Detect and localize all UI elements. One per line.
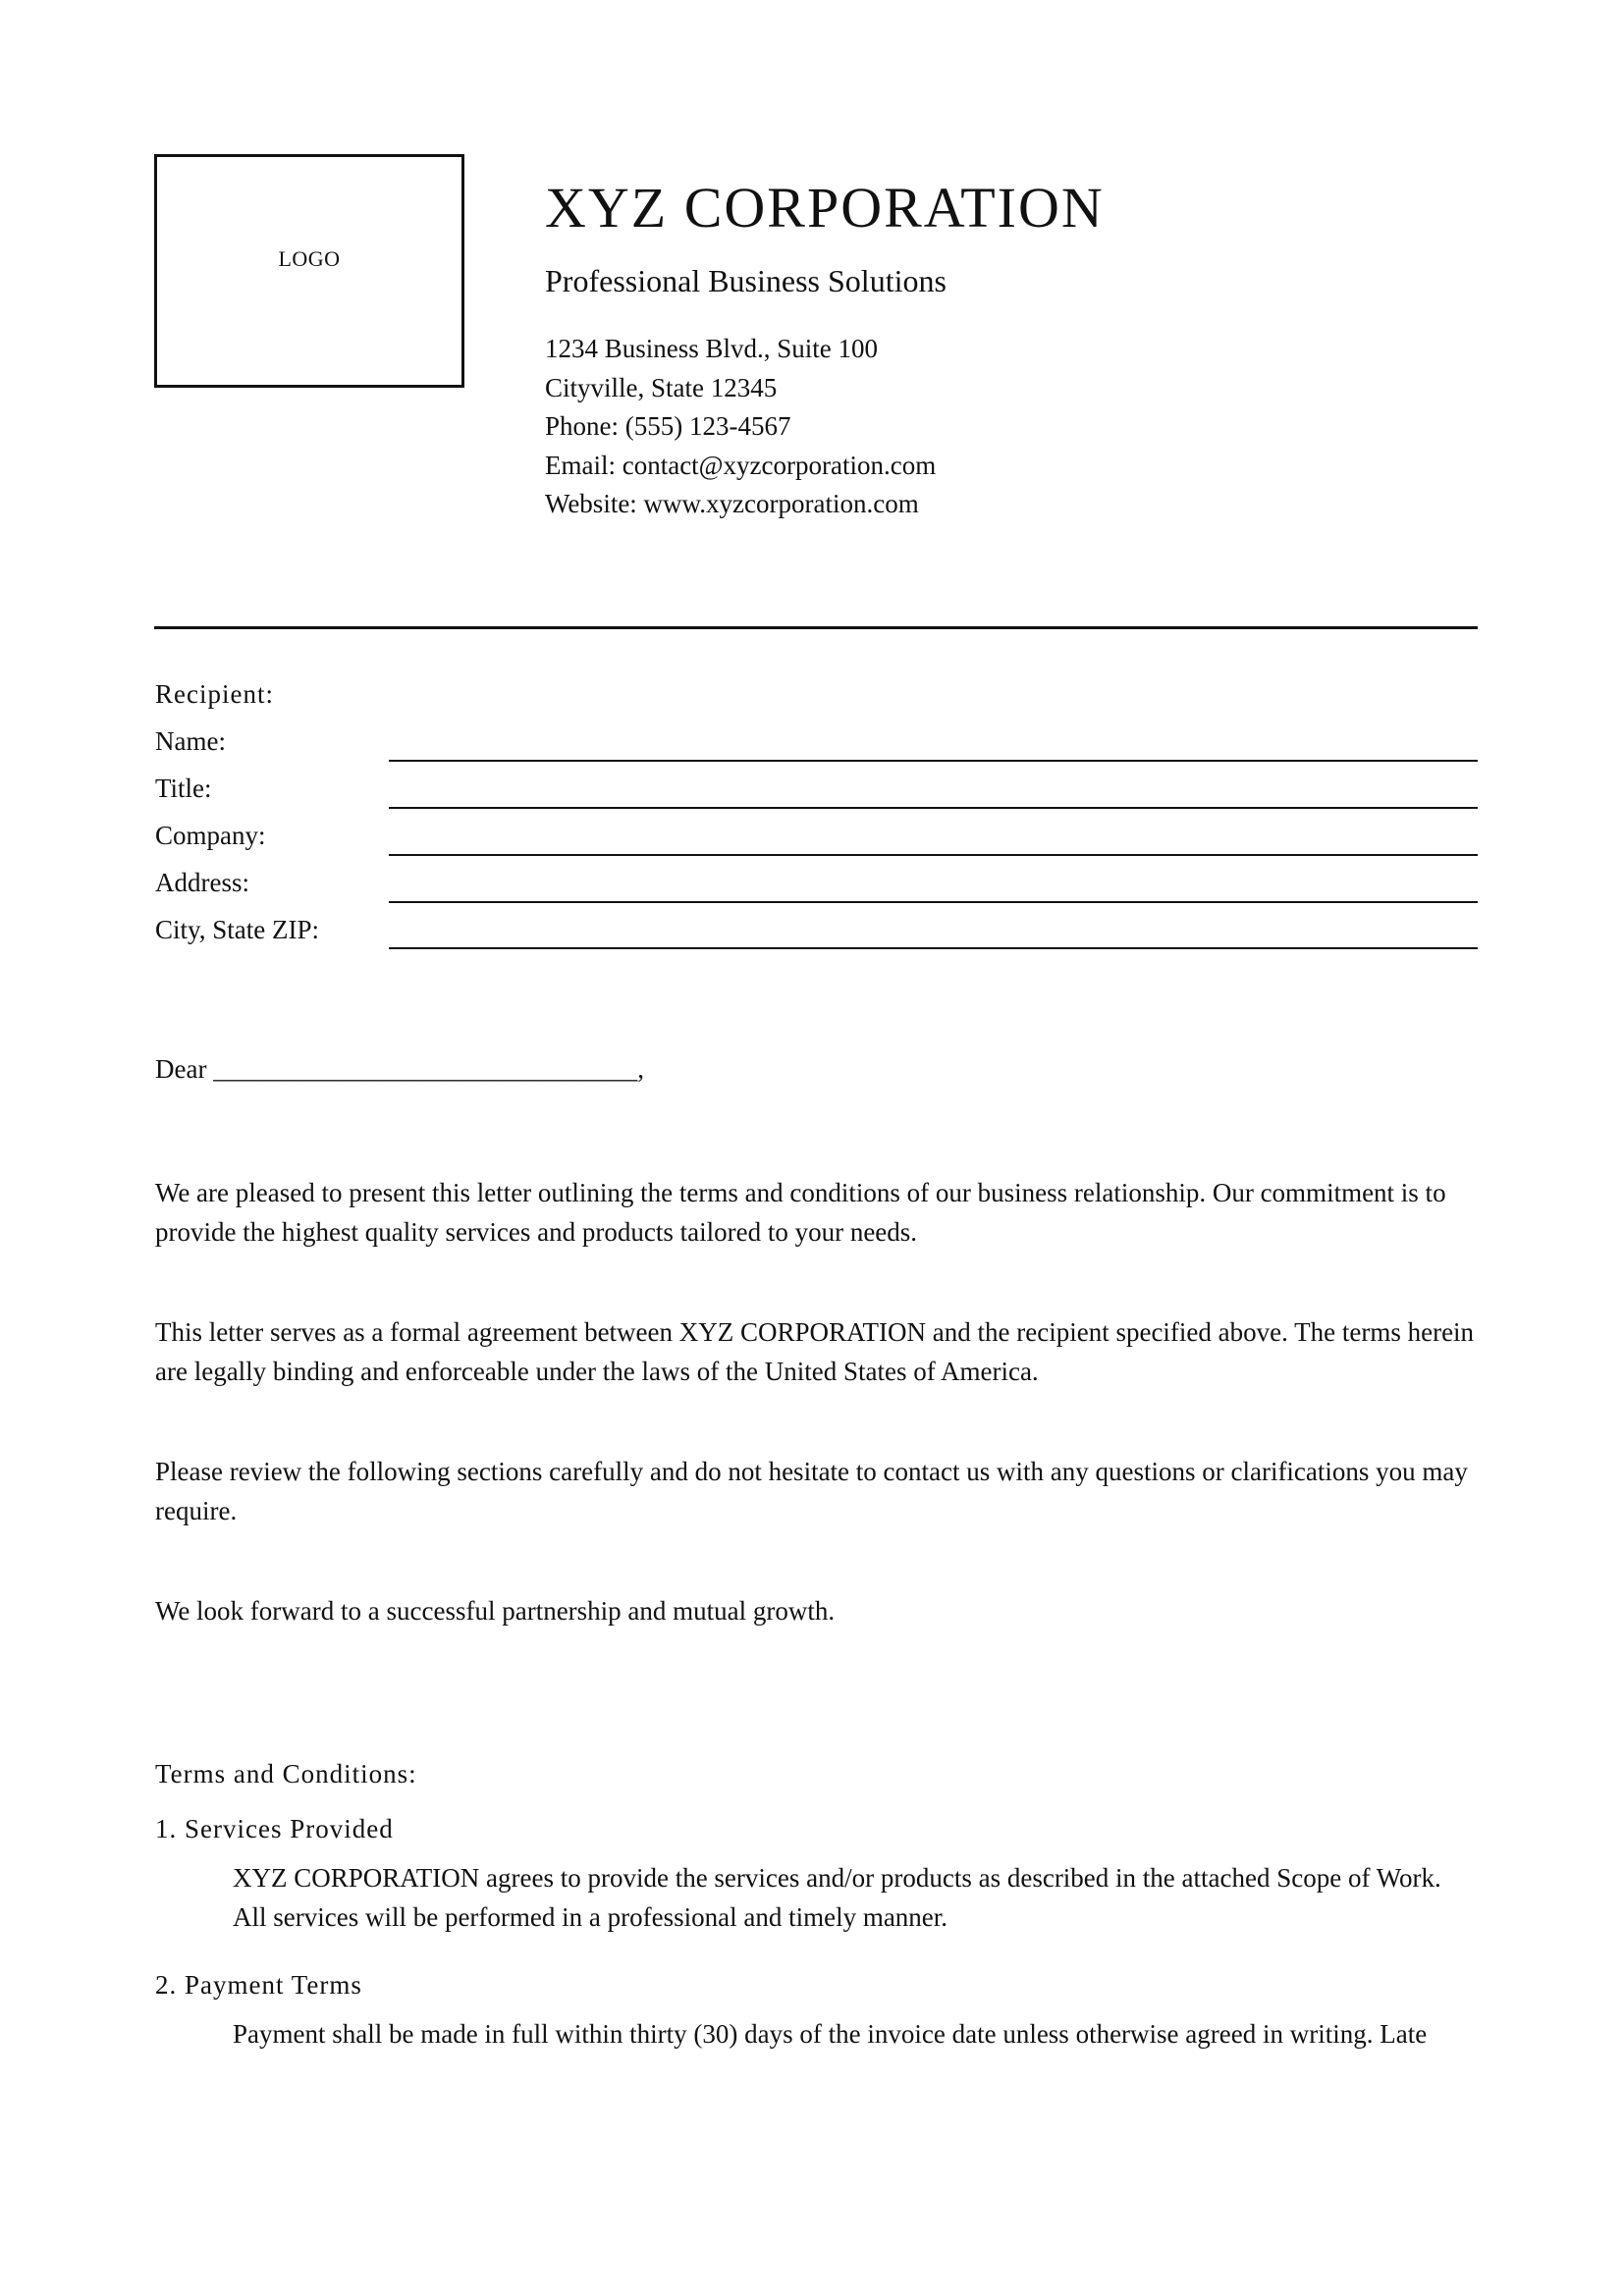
body-paragraph-2: This letter serves as a formal agreement between XYZ CORPORATION and the recipient specified above. The terms herein are legally binding and enforceable under the laws of the United States of America. — [155, 1317, 1475, 1386]
recipient-heading: Recipient: — [155, 679, 274, 709]
logo-label: LOGO — [278, 246, 341, 271]
recipient-name-line — [389, 760, 1478, 762]
term-1-body: XYZ CORPORATION agrees to provide the services and/or products as described in the attached Scope of Work. All services will be performed in a professional and timely manner. — [233, 1863, 1441, 1932]
recipient-address-line — [389, 901, 1478, 903]
term-2-title: 2. Payment Terms — [155, 1970, 362, 2000]
recipient-company-label: Company: — [155, 821, 266, 850]
recipient-title-line — [389, 807, 1478, 809]
company-tagline: Professional Business Solutions — [545, 263, 947, 298]
recipient-company-line — [389, 854, 1478, 856]
address-line-1: 1234 Business Blvd., Suite 100 — [545, 334, 879, 363]
header-divider — [154, 626, 1478, 629]
body-paragraph-3: Please review the following sections carefully and do not hesitate to contact us with any questions or clarifications you may require. — [155, 1457, 1468, 1525]
company-name: XYZ CORPORATION — [545, 176, 1105, 240]
website-line: Website: www.xyzcorporation.com — [545, 489, 919, 518]
salutation: Dear ________________________________, — [155, 1054, 644, 1084]
body-paragraph-4: We look forward to a successful partnership and mutual growth. — [155, 1596, 836, 1626]
company-contact-block — [545, 330, 936, 524]
address-line-2: Cityville, State 12345 — [545, 372, 778, 402]
recipient-title-label: Title: — [155, 774, 212, 803]
email-line: Email: contact@xyzcorporation.com — [545, 450, 937, 480]
term-1-title: 1. Services Provided — [155, 1814, 394, 1843]
logo-placeholder — [154, 154, 464, 388]
recipient-address-label: Address: — [155, 868, 249, 897]
terms-heading: Terms and Conditions: — [155, 1759, 417, 1789]
recipient-city-state-zip-line — [389, 947, 1478, 949]
recipient-city-state-zip-label: City, State ZIP: — [155, 915, 319, 944]
body-paragraph-1: We are pleased to present this letter outlining the terms and conditions of our business relationship. Our commitment is to provide the highest quality services and products tailored to your needs. — [155, 1178, 1446, 1247]
recipient-name-label: Name: — [155, 726, 226, 756]
term-2-body: Payment shall be made in full within thirty (30) days of the invoice date unless otherwise agreed in writing. Late — [233, 2019, 1428, 2049]
phone-line: Phone: (555) 123-4567 — [545, 411, 791, 441]
